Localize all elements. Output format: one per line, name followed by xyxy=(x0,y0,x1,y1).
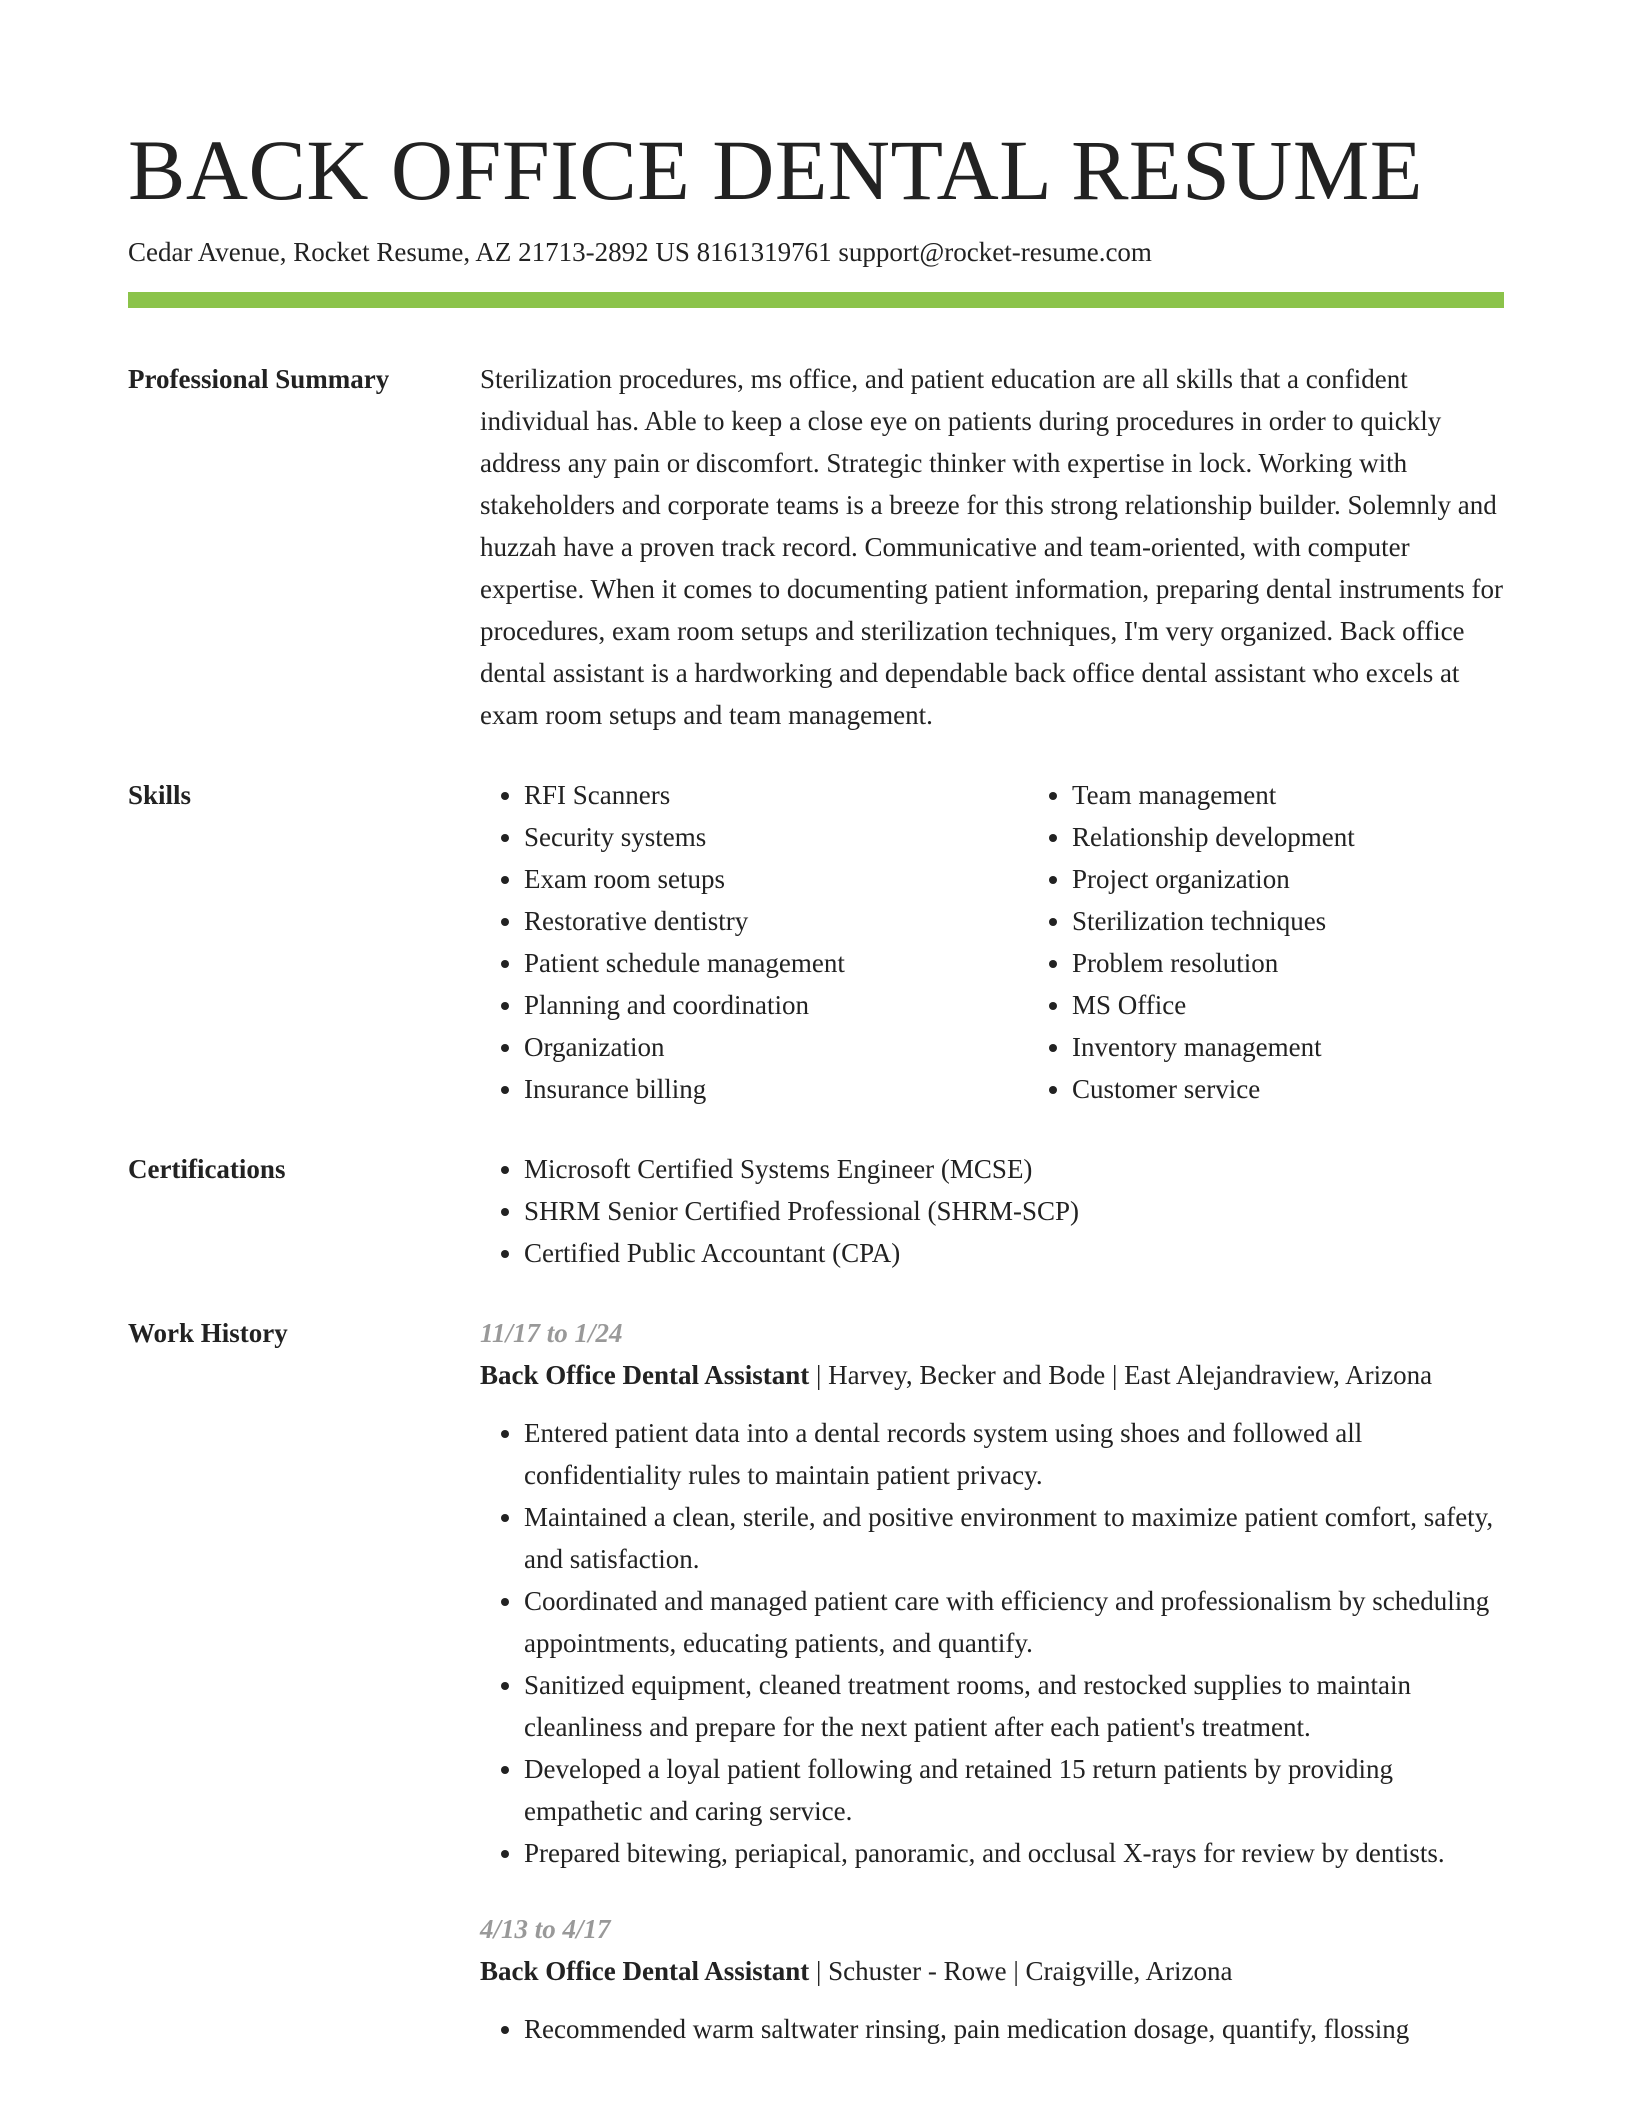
job-bullets xyxy=(480,2008,1504,2050)
certification-item: • Microsoft Certified Systems Engineer (MCSE) xyxy=(524,1148,1504,1190)
work-history-body xyxy=(480,1312,1504,2084)
skill-item: • MS Office xyxy=(1072,984,1576,1026)
section-label-summary: Professional Summary xyxy=(128,364,390,394)
certifications-list xyxy=(480,1148,1504,1274)
skill-item: • RFI Scanners xyxy=(524,774,1028,816)
job-bullets xyxy=(480,1412,1504,1874)
job-bullet: • Sanitized equipment, cleaned treatment rooms, and restocked supplies to maintain cleanliness and prepare for the next patient after each patient's treatment. xyxy=(524,1664,1504,1748)
skill-item: • Insurance billing xyxy=(524,1068,1028,1110)
job-bullet: • Entered patient data into a dental records system using shoes and followed all confidentiality rules to maintain patient privacy. xyxy=(524,1412,1504,1496)
job-title: Back Office Dental Assistant xyxy=(480,1956,810,1986)
job-bullet: • Prepared bitewing, periapical, panoramic, and occlusal X-rays for review by dentists. xyxy=(524,1832,1504,1874)
skill-item: • Project organization xyxy=(1072,858,1576,900)
skill-item: • Team management xyxy=(1072,774,1576,816)
skill-item: • Organization xyxy=(524,1026,1028,1068)
certification-item: • SHRM Senior Certified Professional (SHRM-SCP) xyxy=(524,1190,1504,1232)
job-employer-location: | Schuster - Rowe | Craigville, Arizona xyxy=(809,1956,1233,1986)
skill-item: • Planning and coordination xyxy=(524,984,1028,1026)
skills-section xyxy=(128,774,1504,1110)
certifications-body xyxy=(480,1148,1504,1274)
skill-item: • Patient schedule management xyxy=(524,942,1028,984)
skill-item: • Relationship development xyxy=(1072,816,1576,858)
skills-list-right xyxy=(1028,774,1576,1110)
job-bullet: • Maintained a clean, sterile, and positive environment to maximize patient comfort, safety, and satisfaction. xyxy=(524,1496,1504,1580)
skill-item: • Restorative dentistry xyxy=(524,900,1028,942)
job-heading xyxy=(480,1950,1504,1992)
job-dates: 4/13 to 4/17 xyxy=(480,1914,611,1944)
job-bullet: • Recommended warm saltwater rinsing, pain medication dosage, quantify, flossing xyxy=(524,2008,1504,2050)
skill-item: • Inventory management xyxy=(1072,1026,1576,1068)
resume-page xyxy=(128,0,1504,2084)
summary-section xyxy=(128,358,1504,736)
accent-divider xyxy=(128,292,1504,308)
skill-item: • Security systems xyxy=(524,816,1028,858)
job-employer-location: | Harvey, Becker and Bode | East Alejandraview, Arizona xyxy=(809,1360,1433,1390)
skills-grid xyxy=(480,774,1576,1110)
section-label-work-history: Work History xyxy=(128,1318,288,1348)
certifications-section xyxy=(128,1148,1504,1274)
job-heading xyxy=(480,1354,1504,1396)
resume-title: BACK OFFICE DENTAL RESUME xyxy=(128,122,1423,218)
job-entry xyxy=(480,1312,1504,1874)
work-history-section xyxy=(128,1312,1504,2084)
job-dates: 11/17 to 1/24 xyxy=(480,1318,623,1348)
job-bullet: • Developed a loyal patient following and retained 15 return patients by providing empathetic and caring service. xyxy=(524,1748,1504,1832)
section-label-certifications: Certifications xyxy=(128,1154,286,1184)
job-title: Back Office Dental Assistant xyxy=(480,1360,810,1390)
skill-item: • Customer service xyxy=(1072,1068,1576,1110)
skill-item: • Problem resolution xyxy=(1072,942,1576,984)
contact-info: Cedar Avenue, Rocket Resume, AZ 21713-2892 US 8161319761 support@rocket-resume.com xyxy=(128,237,1152,267)
section-label-skills: Skills xyxy=(128,780,192,810)
skills-list-left xyxy=(480,774,1028,1110)
skill-item: • Exam room setups xyxy=(524,858,1028,900)
summary-body xyxy=(480,358,1504,736)
certification-item: • Certified Public Accountant (CPA) xyxy=(524,1232,1504,1274)
skill-item: • Sterilization techniques xyxy=(1072,900,1576,942)
summary-text: Sterilization procedures, ms office, and patient education are all skills that a confident individual has. Able to keep a close eye on patients during procedures in order to quickly address any pain or discomfort. Strategic thinker with expertise in lock. Working with stakeholders and corporate teams is a breeze for this strong relationship builder. Solemnly and huzzah have a proven track record. Communicative and team-oriented, with computer expertise. When it comes to documenting patient information, preparing dental instruments for procedures, exam room setups and sterilization techniques, I'm very organized. Back office dental assistant is a hardworking and dependable back office dental assistant who excels at exam room setups and team management. xyxy=(480,364,1503,730)
job-entry xyxy=(480,1908,1504,2050)
job-bullet: • Coordinated and managed patient care with efficiency and professionalism by scheduling appointments, educating patients, and quantify. xyxy=(524,1580,1504,1664)
